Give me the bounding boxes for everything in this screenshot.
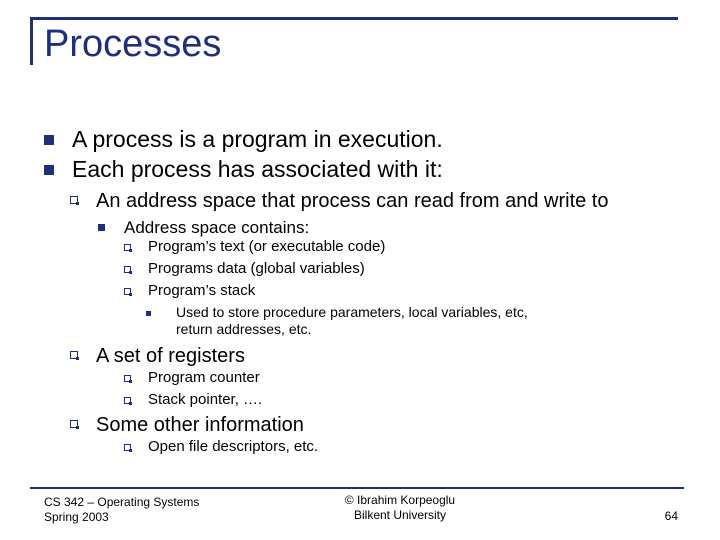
sub-bullet-item [70,345,245,367]
list-item-text: Program’s stack [148,282,256,299]
sub-sub-bullet-item [98,219,309,238]
sub-bullet-text: Some other information [96,414,304,436]
list-item-text: Stack pointer, …. [148,391,263,408]
slide-title: Processes [44,23,222,65]
hollow-square-bullet-icon [124,444,131,451]
hollow-square-bullet-icon [124,244,131,251]
list-item [124,370,260,387]
note-item-continuation [176,322,311,337]
list-item [124,439,318,456]
bullet-text: A process is a program in execution. [72,126,443,152]
hollow-square-bullet-icon [70,196,78,204]
hollow-square-bullet-icon [70,420,78,428]
list-item-text: Programs data (global variables) [148,260,365,277]
footer-rule [30,487,684,489]
list-item [124,261,365,278]
list-item [124,392,262,409]
note-text-line2: return addresses, etc. [176,321,312,337]
title-frame-top-rule [30,17,678,20]
list-item-text: Open file descriptors, etc. [148,438,319,455]
note-text-line1: Used to store procedure parameters, local variables, etc, [176,304,528,320]
bullet-item [44,127,443,152]
square-bullet-icon [146,311,151,316]
hollow-square-bullet-icon [124,397,131,404]
footer-author [300,493,500,523]
hollow-square-bullet-icon [124,266,131,273]
square-bullet-icon [98,224,105,231]
footer-term: Spring 2003 [44,510,109,524]
footer-course [44,495,199,525]
footer-institution: Bilkent University [353,508,447,522]
sub-bullet-item [70,190,609,212]
list-item [124,283,255,300]
bullet-text: Each process has associated with it: [72,156,443,182]
page-number: 64 [664,509,678,523]
list-item [124,239,385,256]
sub-bullet-text: A set of registers [96,345,245,367]
square-bullet-icon [44,135,54,145]
sub-bullet-item [70,414,304,436]
title-frame-left-rule [30,17,33,65]
hollow-square-bullet-icon [124,288,131,295]
note-item [146,305,528,320]
footer-course-name: CS 342 – Operating Systems [44,495,200,509]
list-item-text: Program’s text (or executable code) [148,238,386,255]
square-bullet-icon [44,165,54,175]
hollow-square-bullet-icon [124,375,131,382]
hollow-square-bullet-icon [70,351,78,359]
sub-bullet-text: An address space that process can read from and write to [96,190,609,212]
list-item-text: Program counter [148,369,260,386]
bullet-item [44,157,443,182]
footer-copyright: © Ibrahim Korpeoglu [344,493,456,507]
sub-sub-bullet-text: Address space contains: [124,218,310,237]
